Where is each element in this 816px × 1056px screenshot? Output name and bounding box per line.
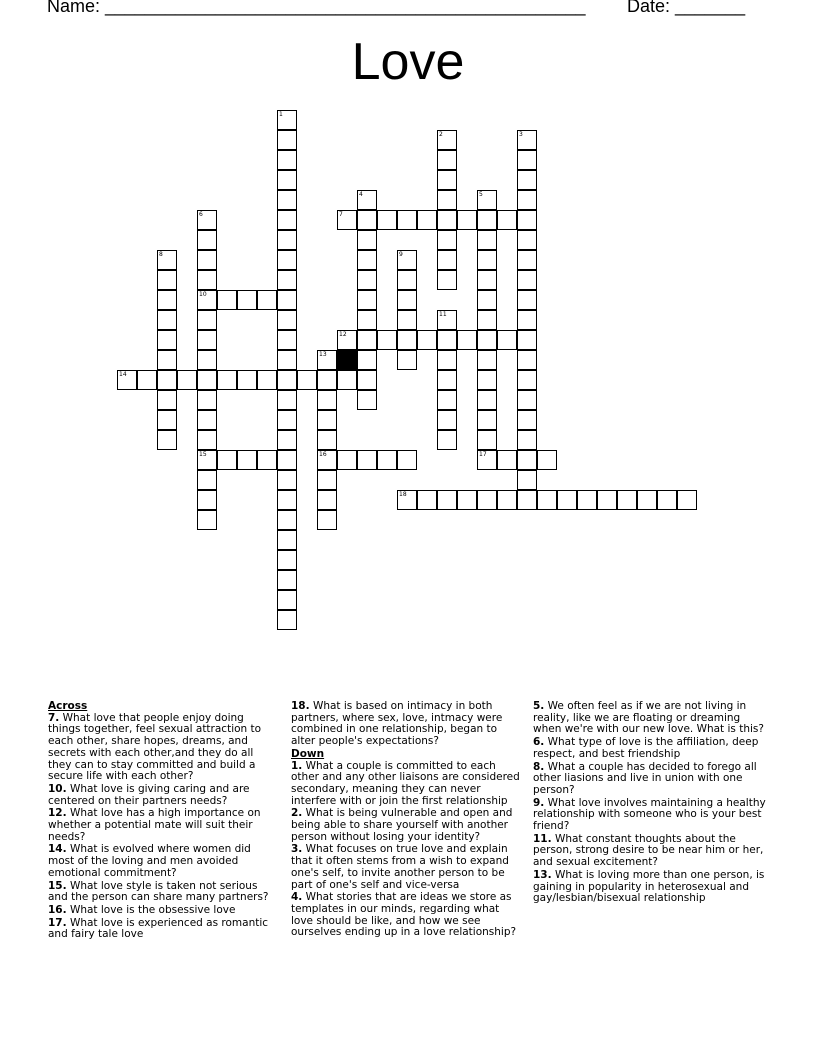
clue-down-5: 5. We often feel as if we are not living in reality, like we are floating or dreaming when we're with our new love. What is this? (533, 700, 764, 736)
grid-cell[interactable] (477, 190, 497, 210)
grid-cell[interactable] (377, 210, 397, 230)
grid-cell[interactable] (157, 430, 177, 450)
grid-cell[interactable] (197, 230, 217, 250)
grid-cell[interactable] (217, 370, 237, 390)
grid-cell[interactable] (437, 310, 457, 330)
clue-across-14: 14. What is evolved where women did most of the loving and men avoided emotional commitment? (48, 843, 251, 879)
grid-cell[interactable] (417, 210, 437, 230)
grid-cell[interactable] (517, 390, 537, 410)
grid-cell[interactable] (277, 110, 297, 130)
grid-cell[interactable] (157, 290, 177, 310)
clue-across-17: 17. What love is experienced as romantic and fairy tale love (48, 916, 269, 941)
grid-cell[interactable] (437, 410, 457, 430)
grid-cell[interactable] (357, 270, 377, 290)
clue-down-8: 8. What a couple has decided to forego all other liasions and live in union with one person? (533, 760, 757, 796)
grid-cell[interactable] (277, 590, 297, 610)
grid-cell[interactable] (517, 310, 537, 330)
grid-cell[interactable] (477, 310, 497, 330)
grid-cell[interactable] (357, 370, 377, 390)
grid-cell[interactable] (517, 410, 537, 430)
grid-cell[interactable] (437, 190, 457, 210)
grid-cell[interactable] (277, 370, 297, 390)
grid-cell[interactable] (357, 390, 377, 410)
grid-cell[interactable] (517, 150, 537, 170)
grid-cell[interactable] (517, 470, 537, 490)
cell-number: 18 (399, 491, 407, 498)
grid-cell[interactable] (437, 130, 457, 150)
grid-cell[interactable] (337, 450, 357, 470)
grid-cell[interactable] (357, 310, 377, 330)
grid-cell[interactable] (497, 330, 517, 350)
grid-cell[interactable] (437, 210, 457, 230)
grid-cell[interactable] (517, 290, 537, 310)
grid-cell[interactable] (517, 230, 537, 250)
cell-number: 4 (359, 191, 363, 198)
grid-cell[interactable] (277, 490, 297, 510)
grid-cell[interactable] (517, 490, 537, 510)
grid-cell[interactable] (517, 210, 537, 230)
grid-cell[interactable] (397, 310, 417, 330)
grid-cell[interactable] (157, 270, 177, 290)
grid-cell[interactable] (277, 450, 297, 470)
clue-across-18: 18. What is based on intimacy in both partners, where sex, love, intmacy were combined in one relationship, began to alter people's expectations? (291, 700, 503, 748)
grid-cell[interactable] (477, 410, 497, 430)
cell-number: 15 (199, 451, 207, 458)
grid-cell[interactable] (497, 490, 517, 510)
grid-cell[interactable] (337, 370, 357, 390)
grid-cell[interactable] (477, 390, 497, 410)
grid-cell[interactable] (397, 490, 417, 510)
grid-cell[interactable] (377, 330, 397, 350)
grid-cell[interactable] (517, 370, 537, 390)
clues-column-1 (48, 701, 276, 942)
grid-cell[interactable] (317, 470, 337, 490)
grid-cell[interactable] (397, 450, 417, 470)
grid-cell[interactable] (437, 170, 457, 190)
clues-column-2 (291, 701, 523, 940)
clue-down-11: 11. What constant thoughts about the person, strong desire to be near him or her, and sexual excitement? (533, 832, 764, 869)
grid-cell[interactable] (137, 370, 157, 390)
grid-cell[interactable] (157, 390, 177, 410)
grid-cell[interactable] (277, 170, 297, 190)
clue-across-16: 16. What love is the obsessive love (48, 903, 236, 916)
grid-cell[interactable] (337, 330, 357, 350)
grid-cell[interactable] (357, 290, 377, 310)
grid-cell[interactable] (277, 230, 297, 250)
grid-cell[interactable] (357, 250, 377, 270)
grid-cell[interactable] (357, 210, 377, 230)
grid-cell[interactable] (517, 350, 537, 370)
grid-cell[interactable] (277, 430, 297, 450)
grid-cell[interactable] (157, 250, 177, 270)
cell-number: 5 (479, 191, 483, 198)
grid-cell[interactable] (257, 370, 277, 390)
grid-cell[interactable] (417, 330, 437, 350)
clue-down-3: 3. What focuses on true love and explain that it often stems from a wish to expand one's self, to invite another person to be part of one's self and vice-versa (291, 843, 509, 891)
grid-cell[interactable] (297, 370, 317, 390)
grid-cell[interactable] (397, 250, 417, 270)
grid-cell[interactable] (197, 370, 217, 390)
grid-cell[interactable] (437, 350, 457, 370)
clue-down-2: 2. What is being vulnerable and open and being able to share yourself with another person without losing your identity? (291, 807, 513, 843)
clues-column-3 (533, 701, 769, 906)
grid-cell[interactable] (277, 350, 297, 370)
grid-cell[interactable] (497, 450, 517, 470)
grid-cell[interactable] (317, 430, 337, 450)
grid-cell[interactable] (337, 210, 357, 230)
grid-cell[interactable] (157, 330, 177, 350)
grid-cell[interactable] (197, 510, 217, 530)
grid-cell[interactable] (197, 330, 217, 350)
grid-cell[interactable] (397, 290, 417, 310)
grid-cell[interactable] (397, 270, 417, 290)
grid-cell[interactable] (277, 550, 297, 570)
grid-cell[interactable] (477, 270, 497, 290)
cell-number: 12 (339, 331, 347, 338)
grid-cell[interactable] (517, 250, 537, 270)
grid-cell[interactable] (197, 350, 217, 370)
grid-cell[interactable] (357, 350, 377, 370)
grid-cell[interactable] (277, 290, 297, 310)
clue-across-10: 10. What love is giving caring and are centered on their partners needs? (48, 782, 250, 807)
grid-cell[interactable] (277, 130, 297, 150)
grid-cell[interactable] (517, 130, 537, 150)
grid-cell[interactable] (277, 270, 297, 290)
grid-cell[interactable] (657, 490, 677, 510)
grid-cell[interactable] (237, 370, 257, 390)
cell-number: 13 (319, 351, 327, 358)
grid-cell[interactable] (457, 490, 477, 510)
grid-cell[interactable] (677, 490, 697, 510)
grid-cell[interactable] (197, 410, 217, 430)
grid-cell[interactable] (477, 430, 497, 450)
grid-cell[interactable] (317, 450, 337, 470)
grid-cell[interactable] (517, 430, 537, 450)
grid-cell[interactable] (417, 490, 437, 510)
grid-cell[interactable] (197, 270, 217, 290)
clue-down-6: 6. What type of love is the affiliation, deep respect, and best friendship (533, 736, 759, 760)
grid-cell[interactable] (517, 330, 537, 350)
grid-cell[interactable] (577, 490, 597, 510)
name-field-label: Name: ________________________________________________ (47, 0, 586, 16)
cell-number: 3 (519, 131, 523, 138)
grid-cell[interactable] (277, 570, 297, 590)
grid-cell[interactable] (597, 490, 617, 510)
grid-cell[interactable] (457, 330, 477, 350)
grid-cell[interactable] (197, 490, 217, 510)
grid-cell[interactable] (437, 270, 457, 290)
grid-cell[interactable] (197, 210, 217, 230)
clue-across-7: 7. What love that people enjoy doing things together, feel sexual attraction to each other, share hopes, dreams, and secrets with each other,and they do all they can to stay committed and build a secure life with each other? (48, 711, 262, 783)
grid-cell[interactable] (477, 210, 497, 230)
cell-number: 7 (339, 211, 343, 218)
page-title: Love (351, 33, 465, 91)
grid-cell[interactable] (537, 490, 557, 510)
cell-number: 10 (199, 291, 207, 298)
grid-cell[interactable] (397, 350, 417, 370)
grid-cell[interactable] (497, 210, 517, 230)
grid-cell[interactable] (277, 250, 297, 270)
grid-cell[interactable] (197, 430, 217, 450)
cell-number: 11 (439, 311, 447, 318)
grid-cell[interactable] (257, 290, 277, 310)
grid-cell[interactable] (437, 250, 457, 270)
cell-number: 16 (319, 451, 327, 458)
across-heading: Across (48, 700, 88, 712)
grid-cell[interactable] (197, 250, 217, 270)
grid-cell[interactable] (477, 250, 497, 270)
cell-number: 14 (119, 371, 127, 378)
grid-cell[interactable] (637, 490, 657, 510)
blocked-cell (337, 350, 357, 370)
clue-down-4: 4. What stories that are ideas we store as templates in our minds, regarding what love should be like, and how we see ourselves ending up in a love relationship? (291, 891, 517, 939)
clue-across-12: 12. What love has a high importance on whether a potential mate will suit their needs? (48, 807, 261, 843)
grid-cell[interactable] (277, 190, 297, 210)
grid-cell[interactable] (317, 390, 337, 410)
grid-cell[interactable] (217, 450, 237, 470)
grid-cell[interactable] (197, 390, 217, 410)
date-field-label: Date: _______ (627, 0, 746, 16)
grid-cell[interactable] (437, 230, 457, 250)
cell-number: 6 (199, 211, 203, 218)
grid-cell[interactable] (237, 450, 257, 470)
grid-cell[interactable] (617, 490, 637, 510)
grid-cell[interactable] (157, 310, 177, 330)
grid-cell[interactable] (157, 410, 177, 430)
grid-cell[interactable] (277, 330, 297, 350)
grid-cell[interactable] (397, 210, 417, 230)
grid-cell[interactable] (477, 330, 497, 350)
grid-cell[interactable] (317, 410, 337, 430)
down-heading: Down (291, 747, 325, 760)
cell-number: 17 (479, 451, 487, 458)
grid-cell[interactable] (317, 350, 337, 370)
grid-cell[interactable] (357, 230, 377, 250)
grid-cell[interactable] (517, 270, 537, 290)
grid-cell[interactable] (197, 450, 217, 470)
grid-cell[interactable] (157, 370, 177, 390)
grid-cell[interactable] (437, 330, 457, 350)
clue-down-1: 1. What a couple is committed to each other and any other liaisons are considered secondary, meaning they can never interfere with or join the first relationship (291, 759, 520, 807)
grid-cell[interactable] (537, 450, 557, 470)
grid-cell[interactable] (437, 370, 457, 390)
clue-down-9: 9. What love involves maintaining a healthy relationship with someone who is your best friend? (533, 796, 766, 833)
grid-cell[interactable] (357, 450, 377, 470)
grid-cell[interactable] (237, 290, 257, 310)
grid-cell[interactable] (357, 330, 377, 350)
grid-cell[interactable] (197, 470, 217, 490)
grid-cell[interactable] (217, 290, 237, 310)
grid-cell[interactable] (517, 170, 537, 190)
grid-cell[interactable] (317, 510, 337, 530)
grid-cell[interactable] (437, 490, 457, 510)
grid-cell[interactable] (377, 450, 397, 470)
grid-cell[interactable] (457, 210, 477, 230)
clue-down-13: 13. What is loving more than one person, is gaining in popularity in heterosexual and gay/lesbian/bisexual relationship (533, 868, 765, 905)
grid-cell[interactable] (517, 450, 537, 470)
grid-cell[interactable] (357, 190, 377, 210)
grid-cell[interactable] (477, 450, 497, 470)
grid-cell[interactable] (197, 290, 217, 310)
grid-cell[interactable] (277, 410, 297, 430)
grid-cell[interactable] (437, 390, 457, 410)
grid-cell[interactable] (277, 470, 297, 490)
grid-cell[interactable] (277, 150, 297, 170)
grid-cell[interactable] (277, 390, 297, 410)
grid-cell[interactable] (277, 510, 297, 530)
cell-number: 8 (159, 251, 163, 258)
grid-cell[interactable] (197, 310, 217, 330)
grid-cell[interactable] (477, 290, 497, 310)
grid-cell[interactable] (397, 330, 417, 350)
grid-cell[interactable] (257, 450, 277, 470)
grid-cell[interactable] (277, 210, 297, 230)
cell-number: 9 (399, 251, 403, 258)
grid-cell[interactable] (477, 350, 497, 370)
grid-cell[interactable] (157, 350, 177, 370)
grid-cell[interactable] (477, 490, 497, 510)
grid-cell[interactable] (437, 150, 457, 170)
grid-cell[interactable] (317, 490, 337, 510)
grid-cell[interactable] (277, 310, 297, 330)
grid-cell[interactable] (477, 370, 497, 390)
grid-cell[interactable] (277, 530, 297, 550)
grid-cell[interactable] (117, 370, 137, 390)
grid-cell[interactable] (277, 610, 297, 630)
grid-cell[interactable] (557, 490, 577, 510)
grid-cell[interactable] (317, 370, 337, 390)
cell-number: 1 (279, 111, 283, 118)
grid-cell[interactable] (517, 190, 537, 210)
clue-across-15: 15. What love style is taken not serious and the person can share many partners? (48, 879, 269, 904)
grid-cell[interactable] (177, 370, 197, 390)
grid-cell[interactable] (477, 230, 497, 250)
grid-cell[interactable] (437, 430, 457, 450)
cell-number: 2 (439, 131, 443, 138)
